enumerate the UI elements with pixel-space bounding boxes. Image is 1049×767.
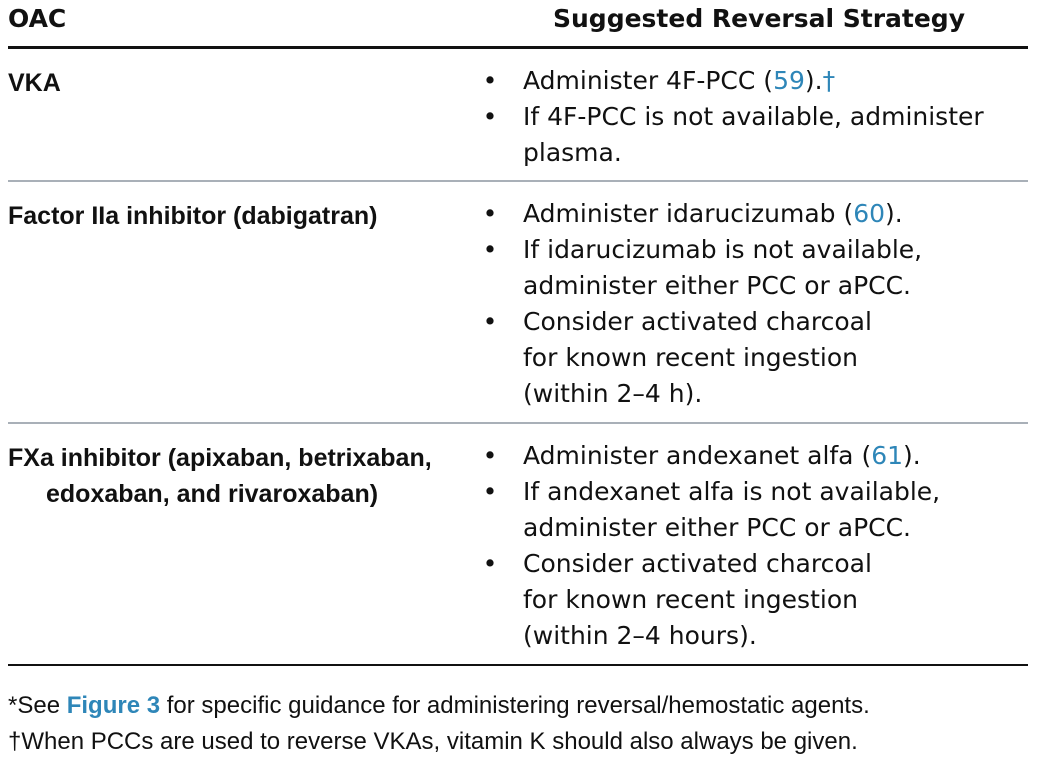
footnote-figure-reference: *See Figure 3 for specific guidance for administering reversal/hemostatic agents. <box>8 692 870 719</box>
table-row-vka <box>8 49 1028 182</box>
oac-cell-fxa: FXa inhibitor (apixaban, betrixaban, edoxaban, and rivaroxaban) <box>8 444 432 508</box>
reference-link[interactable]: 60 <box>853 199 886 228</box>
dagger-footnote-link[interactable]: † <box>822 66 836 95</box>
list-item: • If andexanet alfa is not available, administer either PCC or aPCC. <box>480 474 940 546</box>
bullet-icon: • <box>482 477 498 506</box>
table-row-factor-iia <box>8 182 1028 424</box>
figure-3-link[interactable]: Figure 3 <box>66 692 161 719</box>
oac-cell-factor-iia: Factor IIa inhibitor (dabigatran) <box>8 202 378 230</box>
table-footnotes <box>8 688 870 760</box>
bullet-icon: • <box>482 199 498 228</box>
list-item: • Consider activated charcoal for known recent ingestion (within 2–4 h). <box>480 304 922 412</box>
reference-link[interactable]: 61 <box>871 441 904 470</box>
bullet-icon: • <box>482 235 498 264</box>
header-strategy: Suggested Reversal Strategy <box>553 4 965 33</box>
bullet-icon: • <box>482 102 498 131</box>
reversal-strategy-table <box>8 0 1028 666</box>
bullet-icon: • <box>482 66 498 95</box>
table-row-fxa <box>8 424 1028 666</box>
reference-link[interactable]: 59 <box>773 66 805 95</box>
list-item: • If idarucizumab is not available, administer either PCC or aPCC. <box>480 232 922 304</box>
strategy-list-factor-iia <box>480 196 922 412</box>
list-item: • Administer andexanet alfa (61). <box>480 438 940 474</box>
list-item: • Consider activated charcoal for known recent ingestion (within 2–4 hours). <box>480 546 940 654</box>
strategy-list-vka <box>480 63 984 171</box>
list-item: • Administer 4F-PCC (59).† <box>480 63 984 99</box>
bullet-icon: • <box>482 441 498 470</box>
list-item: • If 4F-PCC is not available, administer plasma. <box>480 99 984 171</box>
list-item: • Administer idarucizumab (60). <box>480 196 922 232</box>
bullet-icon: • <box>482 549 498 578</box>
header-oac: OAC <box>8 4 67 33</box>
bullet-icon: • <box>482 307 498 336</box>
table-header <box>8 0 1028 49</box>
footnote-dagger: †When PCCs are used to reverse VKAs, vitamin K should also always be given. <box>8 728 858 755</box>
strategy-list-fxa <box>480 438 940 654</box>
oac-cell-vka: VKA <box>8 69 61 97</box>
